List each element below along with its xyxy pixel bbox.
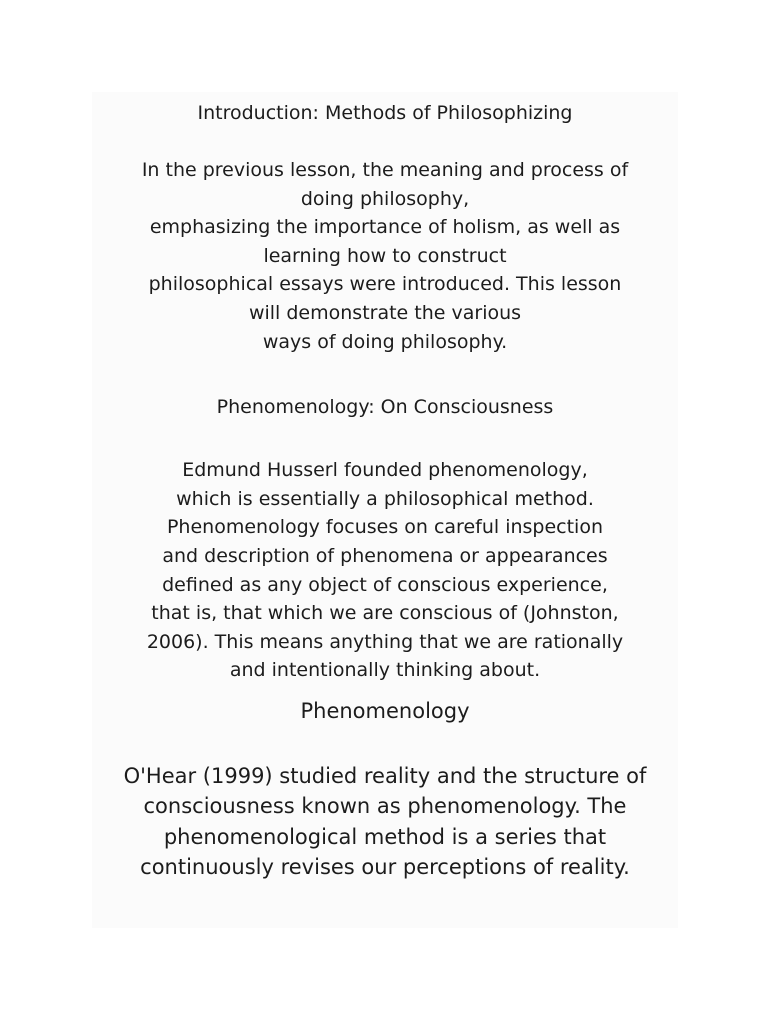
text-line: emphasizing the importance of holism, as well as — [149, 216, 621, 239]
text-line: which is essentially a philosophical method. — [176, 487, 594, 510]
text-line: 2006). This means anything that we are rationally — [146, 630, 624, 653]
text-line: doing philosophy, — [300, 187, 470, 210]
text-line: and description of phenomena or appearances — [162, 544, 608, 567]
text-line: and intentionally thinking about. — [229, 659, 541, 682]
section-heading-introduction: Introduction: Methods of Philosophizing — [197, 102, 573, 124]
paragraph-phenomenology-consciousness — [92, 456, 678, 685]
section-heading-phenomenology-consciousness: Phenomenology: On Consciousness — [216, 396, 554, 419]
text-line: that is, that which we are conscious of (Johnston, — [151, 602, 619, 625]
document-body — [92, 98, 678, 883]
text-line: defined as any object of conscious experience, — [162, 573, 608, 596]
text-line: O'Hear (1999) studied reality and the structure of — [123, 763, 647, 788]
text-line: phenomenological method is a series that — [163, 824, 607, 849]
paragraph-introduction — [92, 156, 678, 356]
text-line: In the previous lesson, the meaning and process of — [141, 159, 629, 181]
text-line: learning how to construct — [263, 244, 507, 267]
text-line: Phenomenology focuses on careful inspection — [166, 516, 604, 539]
text-line: continuously revises our perceptions of reality. — [140, 855, 630, 880]
text-line: will demonstrate the various — [248, 301, 522, 324]
text-line: Edmund Husserl founded phenomenology, — [182, 459, 588, 482]
paragraph-phenomenology — [92, 761, 678, 883]
text-line: consciousness known as phenomenology. The — [143, 794, 627, 819]
section-heading-phenomenology: Phenomenology — [300, 698, 470, 723]
text-line: philosophical essays were introduced. This lesson — [148, 273, 622, 296]
text-line: ways of doing philosophy. — [262, 330, 508, 353]
